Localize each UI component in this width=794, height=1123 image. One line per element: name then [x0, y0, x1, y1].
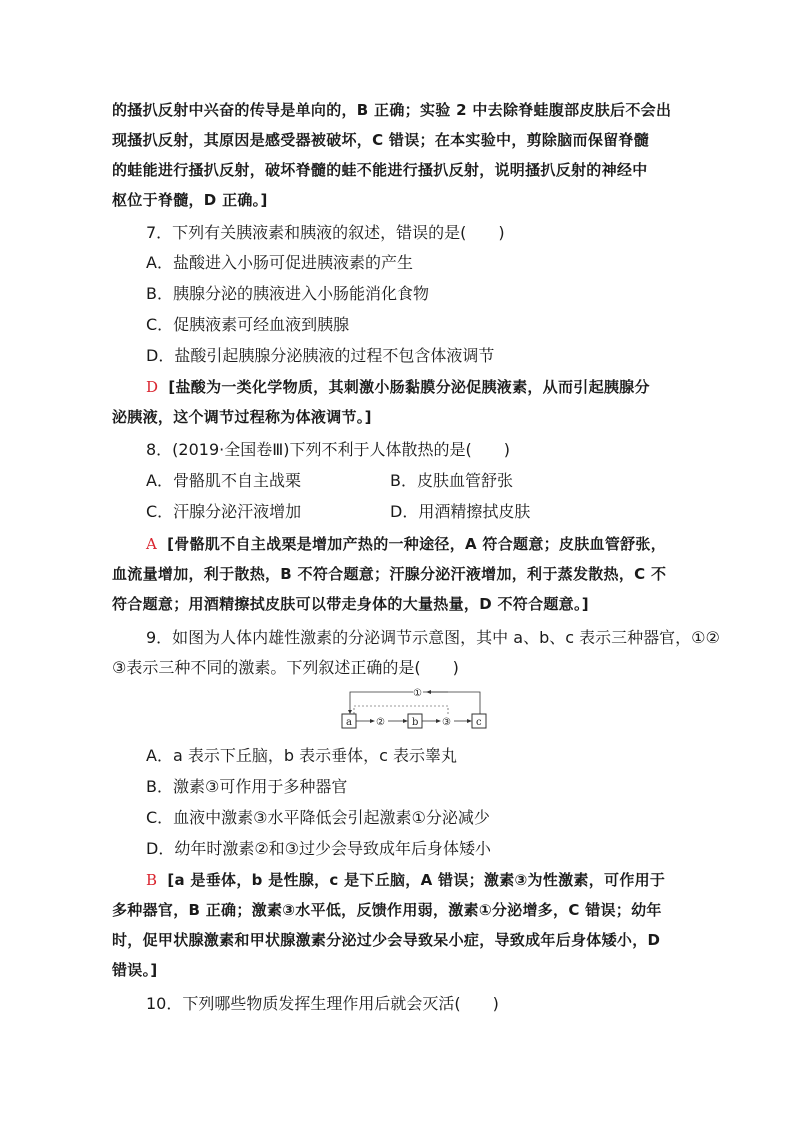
node-b-label: b: [412, 717, 419, 728]
q9-stem-line-2: ③表示三种不同的激素。下列叙述正确的是( ): [112, 658, 459, 677]
arrow-3-c-head: [467, 719, 472, 723]
hormone-regulation-diagram: [338, 686, 488, 732]
q7-option-d: D．盐酸引起胰腺分泌胰液的过程不包含体液调节: [146, 346, 495, 365]
q7-explanation-text-1: [盐酸为一类化学物质，其刺激小肠黏膜分泌促胰液素，从而引起胰腺分: [168, 378, 650, 396]
q8-explanation-text-1: [骨骼肌不自主战栗是增加产热的一种途径，A 符合题意；皮肤血管舒张，: [167, 535, 667, 553]
q7-explanation-line-2: 泌胰液，这个调节过程称为体液调节。]: [112, 408, 372, 426]
q9-option-c: C．血液中激素③水平降低会引起激素①分泌减少: [146, 808, 490, 827]
q9-explanation-text-1: [a 是垂体，b 是性腺，c 是下丘脑，A 错误；激素③为性激素，可作用于: [167, 871, 666, 889]
hormone-2-label: ②: [376, 717, 385, 728]
q8-option-a: A．骨骼肌不自主战栗: [146, 471, 301, 490]
q9-explanation-line-2: 多种器官，B 正确；激素③水平低，反馈作用弱，激素①分泌增多，C 错误；幼年: [112, 901, 662, 919]
feedback-arrowhead: [348, 710, 352, 714]
q9-explanation-line-3: 时，促甲状腺激素和甲状腺激素分泌过少会导致呆小症，导致成年后身体矮小，D: [112, 931, 661, 949]
q9-option-d: D．幼年时激素②和③过少会导致成年后身体矮小: [146, 839, 492, 858]
q8-option-b: B．皮肤血管舒张: [390, 471, 513, 490]
prev-explanation-line-3: 的蛙能进行搔扒反射，破坏脊髓的蛙不能进行搔扒反射，说明搔扒反射的神经中: [112, 161, 648, 179]
q9-option-a: A．a 表示下丘脑，b 表示垂体，c 表示睾丸: [146, 746, 457, 765]
prev-explanation-line-1: 的搔扒反射中兴奋的传导是单向的，B 正确；实验 2 中去除脊蛙腹部皮肤后不会出: [112, 101, 672, 119]
q8-stem: 8．(2019·全国卷Ⅲ)下列不利于人体散热的是( ): [146, 440, 510, 459]
q7-explanation-line-1: [146, 375, 716, 399]
node-a-label: a: [346, 717, 352, 728]
q7-option-c: C．促胰液素可经血液到胰腺: [146, 315, 350, 334]
q7-stem: 7．下列有关胰液素和胰液的叙述，错误的是( ): [146, 223, 505, 242]
q7-option-b: B．胰腺分泌的胰液进入小肠能消化食物: [146, 284, 429, 303]
q8-answer: A: [146, 535, 158, 553]
q9-stem-line-1: 9．如图为人体内雄性激素的分泌调节示意图，其中 a、b、c 表示三种器官，①②: [146, 628, 720, 647]
hormone-3-label: ③: [442, 717, 451, 728]
q8-option-c: C．汗腺分泌汗液增加: [146, 502, 302, 521]
q8-option-d: D．用酒精擦拭皮肤: [390, 502, 531, 521]
q7-answer: D: [146, 378, 159, 396]
q9-answer: B: [146, 871, 158, 889]
q8-explanation-line-3: 符合题意；用酒精擦拭皮肤可以带走身体的大量热量，D 不符合题意。]: [112, 595, 589, 613]
q10-stem: 10．下列哪些物质发挥生理作用后就会灭活( ): [146, 994, 499, 1013]
hormone-1-label: ①: [413, 688, 422, 699]
node-c-label: c: [476, 717, 482, 728]
arrow-a-2-head: [370, 719, 375, 723]
q9-option-b: B．激素③可作用于多种器官: [146, 777, 348, 796]
q8-explanation-line-2: 血流量增加，利于散热，B 不符合题意；汗腺分泌汗液增加，利于蒸发散热，C 不: [112, 565, 667, 583]
q9-explanation-line-4: 错误。]: [112, 961, 158, 979]
feedback-mid-arrowhead: [426, 690, 431, 694]
q8-explanation-line-1: [146, 532, 716, 556]
q7-option-a: A．盐酸进入小肠可促进胰液素的产生: [146, 253, 413, 272]
prev-explanation-line-4: 枢位于脊髓，D 正确。]: [112, 191, 268, 209]
feedback-3-line: [354, 706, 448, 714]
arrow-b-3-head: [436, 719, 441, 723]
q9-explanation-line-1: [146, 868, 716, 892]
prev-explanation-line-2: 现搔扒反射，其原因是感受器被破坏，C 错误；在本实验中，剪除脑而保留脊髓: [112, 131, 650, 149]
arrow-2-b-head: [403, 719, 408, 723]
